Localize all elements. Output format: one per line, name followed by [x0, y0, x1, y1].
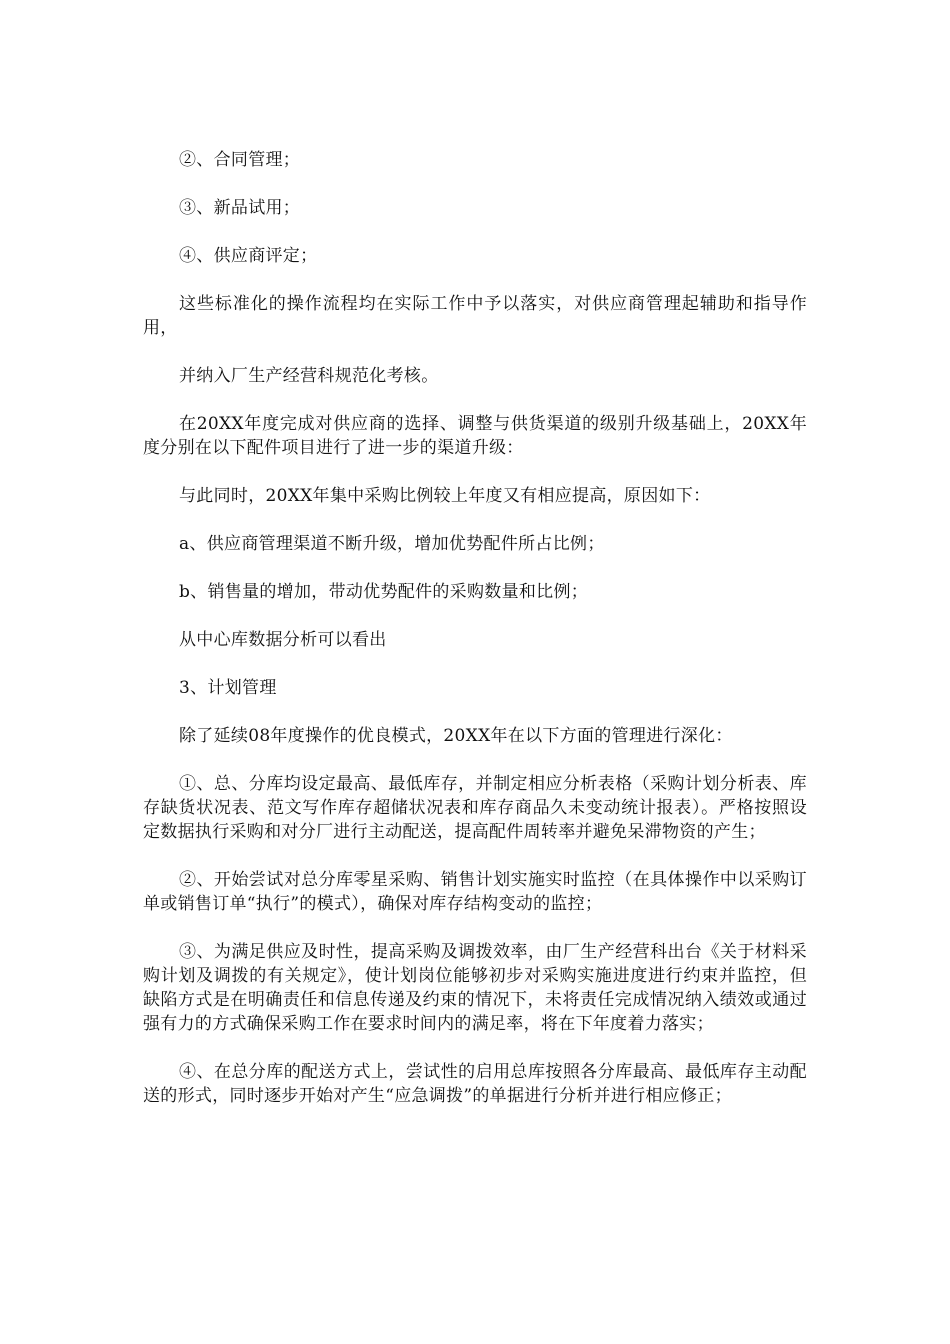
paragraph: ②、开始尝试对总分库零星采购、销售计划实施实时监控（在具体操作中以采购订单或销售订单“执行”的模式），确保对库存结构变动的监控； [143, 870, 807, 914]
paragraph: 与此同时，20XX年集中采购比例较上年度又有相应提高，原因如下： [179, 486, 711, 506]
paragraph: ③、新品试用； [179, 198, 301, 218]
paragraph: b、销售量的增加，带动优势配件的采购数量和比例； [179, 582, 589, 602]
section-heading: 3、计划管理 [179, 678, 277, 698]
paragraph: a、供应商管理渠道不断升级，增加优势配件所占比例； [179, 534, 605, 554]
paragraph: 并纳入厂生产经营科规范化考核。 [179, 366, 439, 386]
paragraph: 从中心库数据分析可以看出 [179, 630, 387, 650]
paragraph: ④、在总分库的配送方式上，尝试性的启用总库按照各分库最高、最低库存主动配送的形式，同时逐步开始对产生“应急调拨”的单据进行分析并进行相应修正； [143, 1062, 807, 1106]
paragraph: ③、为满足供应及时性，提高采购及调拨效率，由厂生产经营科出台《关于材料采购计划及调拨的有关规定》，使计划岗位能够初步对采购实施进度进行约束并监控，但缺陷方式是在明确责任和信息传递及约束的情况下，未将责任完成情况纳入绩效或通过强有力的方式确保采购工作在要求时间内的满足率，将在下年度着力落实； [143, 942, 807, 1034]
paragraph: ④、供应商评定； [179, 246, 318, 266]
paragraph: 在20XX年度完成对供应商的选择、调整与供货渠道的级别升级基础上，20XX年度分别在以下配件项目进行了进一步的渠道升级： [143, 414, 807, 458]
paragraph: ①、总、分库均设定最高、最低库存，并制定相应分析表格（采购计划分析表、库存缺货状况表、范文写作库存超储状况表和库存商品久未变动统计报表）。严格按照设定数据执行采购和对分厂进行主动配送，提高配件周转率并避免呆滞物资的产生； [143, 774, 807, 842]
paragraph: ②、合同管理； [179, 150, 301, 170]
paragraph: 这些标准化的操作流程均在实际工作中予以落实，对供应商管理起辅助和指导作用， [143, 294, 807, 338]
document-body [143, 148, 807, 1132]
paragraph: 除了延续08年度操作的优良模式，20XX年在以下方面的管理进行深化： [179, 726, 733, 746]
